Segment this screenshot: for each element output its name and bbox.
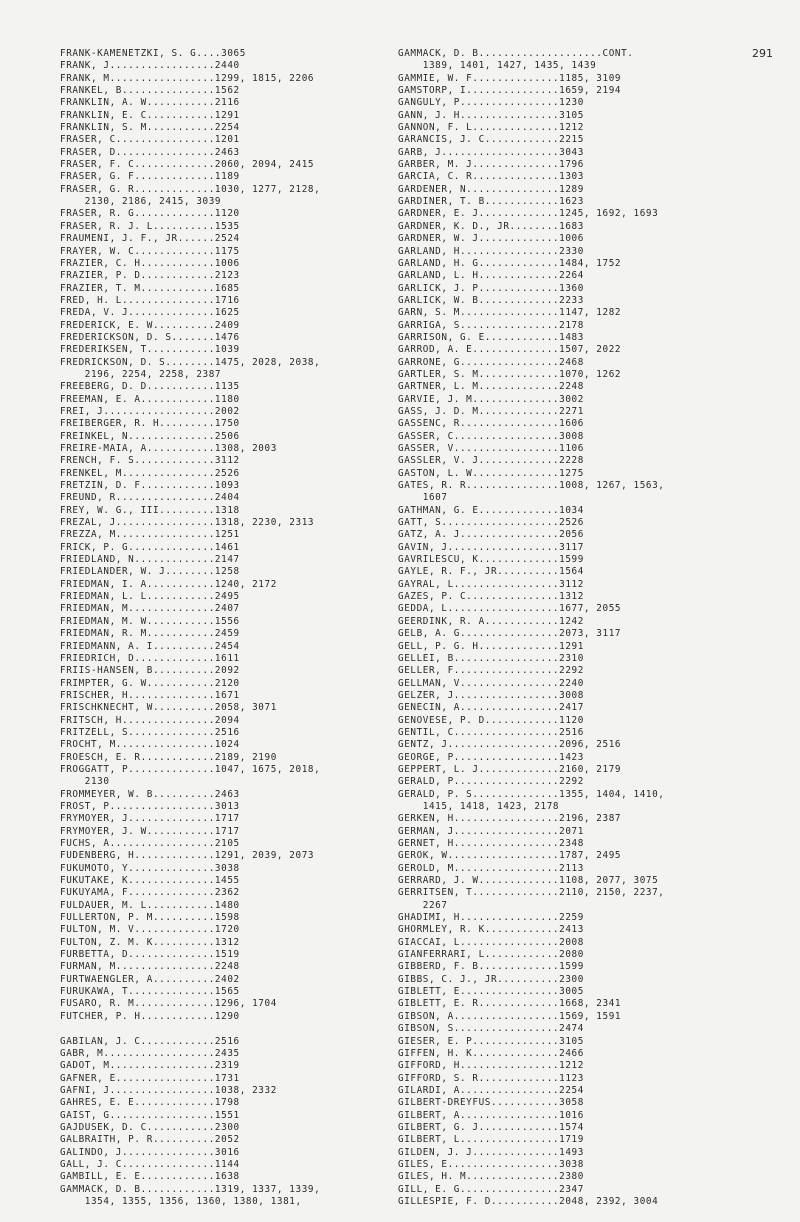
index-entry: GAVIN, J..................3117 bbox=[398, 541, 584, 553]
index-entry: GILES, H. M...............2380 bbox=[398, 1171, 584, 1183]
index-entry: GARBER, M. J..............1796 bbox=[398, 159, 584, 171]
index-entry: GANGULY, P................1230 bbox=[398, 97, 584, 109]
index-entry: GILLESPIE, F. D...........2048, 2392, 3004 bbox=[398, 1195, 659, 1207]
index-entry: GIBBERD, F. B.............1599 bbox=[398, 961, 584, 973]
index-entry: GERNET, H.................2348 bbox=[398, 838, 584, 849]
index-entry: FRASER, G. F.............1189 bbox=[60, 171, 240, 183]
index-entry: FRANKEL, B...............1562 bbox=[60, 85, 240, 97]
index-entry: FROCHT, M................1024 bbox=[60, 739, 240, 751]
index-entry: FRED, H. L...............1716 bbox=[60, 294, 240, 306]
index-entry: GARLAND, L. H.............2264 bbox=[398, 270, 584, 282]
index-entry: GENTZ, J..................2096, 2516 bbox=[398, 739, 622, 751]
index-entry: GATZ, A. J................2056 bbox=[398, 529, 584, 541]
index-entry: GATES, R. R...............1008, 1267, 1563, bbox=[398, 480, 665, 492]
index-entry: GEPPERT, L. J.............2160, 2179 bbox=[398, 763, 622, 775]
index-entry: FULLERTON, P. M..........1598 bbox=[60, 912, 240, 924]
index-entry: FRASER, F. C.............2060, 2094, 2415 bbox=[60, 159, 315, 171]
index-entry: GAZES, P. C...............1312 bbox=[398, 591, 584, 603]
index-entry: GAFNI, J.................1038, 2332 bbox=[60, 1084, 277, 1096]
index-entry: GASS, J. D. M.............2271 bbox=[398, 405, 584, 417]
index-entry: FREINKEL, N..............2506 bbox=[60, 430, 240, 442]
index-column-left bbox=[60, 48, 395, 1208]
index-entry: GIACCAI, L................2008 bbox=[398, 936, 584, 948]
index-entry: FREI, J..................2002 bbox=[60, 405, 240, 417]
index-entry: GARLICK, W. B.............2233 bbox=[398, 294, 584, 306]
index-entry: GAYLE, R. F., JR..........1564 bbox=[398, 566, 584, 578]
index-entry: GIFFORD, H................1212 bbox=[398, 1060, 584, 1072]
index-entry: FRIEDRICH, D.............1611 bbox=[60, 652, 240, 664]
index-entry: FUKUYAMA, F..............2362 bbox=[60, 887, 240, 899]
index-entry: 2196, 2254, 2258, 2387 bbox=[60, 368, 222, 380]
index-entry: FRENKEL, M...............2526 bbox=[60, 467, 240, 479]
index-entry: 2130 bbox=[60, 776, 110, 788]
index-entry: GALBRAITH, P. R..........2052 bbox=[60, 1134, 240, 1146]
index-entry: GARRISON, G. E............1483 bbox=[398, 331, 584, 343]
index-entry: GASSLER, V. J.............2228 bbox=[398, 455, 584, 467]
index-entry: GERRARD, J. W.............1108, 2077, 3075 bbox=[398, 875, 659, 887]
index-entry: GAMBILL, E. E............1638 bbox=[60, 1171, 240, 1183]
index-entry: FRANKLIN, E. C...........1291 bbox=[60, 109, 240, 121]
index-entry: FREDERIKSEN, T...........1039 bbox=[60, 344, 240, 356]
index-entry: FRASER, C................1201 bbox=[60, 134, 240, 146]
index-entry: GARCIA, C. R..............1303 bbox=[398, 171, 584, 183]
index-entry: GELLMAN, V................2240 bbox=[398, 677, 584, 689]
index-entry: FRAZIER, T. M............1685 bbox=[60, 282, 240, 294]
index-entry: FREUND, R................2404 bbox=[60, 492, 240, 504]
index-entry: FREIRE-MAIA, A...........1308, 2003 bbox=[60, 443, 277, 454]
index-entry: FROESCH, E. R............2189, 2190 bbox=[60, 751, 277, 763]
index-entry: FUTCHER, P. H............1290 bbox=[60, 1010, 240, 1022]
index-entry: GABILAN, J. C............2516 bbox=[60, 1035, 240, 1047]
index-entry: GILES, E..................3038 bbox=[398, 1158, 584, 1170]
index-entry: FUCHS, A.................2105 bbox=[60, 838, 240, 849]
index-entry: GARVIE, J. M..............3002 bbox=[398, 393, 584, 405]
index-entry: FREEMAN, E. A............1180 bbox=[60, 393, 240, 405]
index-entry: GASSER, C.................3008 bbox=[398, 430, 584, 442]
index-entry: FREDERICKSON, D. S.......1476 bbox=[60, 331, 240, 343]
index-entry: FUKUMOTO, Y..............3038 bbox=[60, 862, 240, 874]
index-entry: GIBLETT, E................3005 bbox=[398, 986, 584, 998]
index-entry: GENECIN, A................2417 bbox=[398, 702, 584, 714]
index-entry: GIFFEN, H. K..............2466 bbox=[398, 1047, 584, 1059]
index-entry: GEROLD, M.................2113 bbox=[398, 862, 584, 874]
index-entry: FRASER, D................2463 bbox=[60, 146, 240, 158]
index-entry: FRITSCH, H...............2094 bbox=[60, 714, 240, 726]
index-entry: GIBSON, A.................1569, 1591 bbox=[398, 1010, 622, 1022]
index-entry: GARLICK, J. P.............1360 bbox=[398, 282, 584, 294]
index-entry: GALL, J. C...............1144 bbox=[60, 1158, 240, 1170]
index-entry: FRAZIER, P. D............2123 bbox=[60, 270, 240, 282]
index-entry: FRANKLIN, S. M...........2254 bbox=[60, 122, 240, 134]
index-entry: GARDNER, K. D., JR........1683 bbox=[398, 220, 584, 232]
index-entry: FRICK, P. G..............1461 bbox=[60, 541, 240, 553]
index-column-right bbox=[398, 48, 738, 1208]
index-entry: GAVRILESCU, K.............1599 bbox=[398, 554, 584, 566]
index-entry: FURMAN, M................2248 bbox=[60, 961, 240, 973]
index-entry: GHORMLEY, R. K............2413 bbox=[398, 924, 584, 936]
index-entry: GERKEN, H.................2196, 2387 bbox=[398, 813, 622, 825]
index-entry: FUSARO, R. M.............1296, 1704 bbox=[60, 998, 277, 1010]
index-entry: FRIEDMAN, L. L...........2495 bbox=[60, 591, 240, 603]
index-entry: FREDERICK, E. W..........2409 bbox=[60, 319, 240, 331]
index-entry: FROMMEYER, W. B..........2463 bbox=[60, 788, 240, 800]
index-entry: FREDRICKSON, D. S........1475, 2028, 2038, bbox=[60, 356, 321, 368]
index-entry: GEROK, W..................1787, 2495 bbox=[398, 850, 622, 862]
index-entry: GILDEN, J. J..............1493 bbox=[398, 1146, 584, 1158]
index-entry: GASTON, L. W..............1275 bbox=[398, 467, 584, 479]
index-entry: FUKUTAKE, K..............1455 bbox=[60, 875, 240, 887]
index-entry: FRANK, J.................2440 bbox=[60, 60, 240, 72]
index-entry: GARROD, A. E..............1507, 2022 bbox=[398, 344, 622, 356]
index-entry: FRAUMENI, J. F., JR......2524 bbox=[60, 233, 240, 245]
index-entry: GABR, M..................2435 bbox=[60, 1047, 240, 1059]
index-entry: FRIEDMAN, R. M...........2459 bbox=[60, 628, 240, 640]
index-entry: GADOT, M.................2319 bbox=[60, 1060, 240, 1072]
index-entry: GELL, P. G. H.............1291 bbox=[398, 640, 584, 652]
index-entry: GILARDI, A................2254 bbox=[398, 1084, 584, 1096]
index-entry: FREDA, V. J..............1625 bbox=[60, 307, 240, 319]
index-entry: GAIST, G.................1551 bbox=[60, 1109, 240, 1121]
index-entry: FULTON, M. V.............1720 bbox=[60, 924, 240, 936]
index-entry: GARDNER, W. J.............1006 bbox=[398, 233, 584, 245]
index-entry: GAMSTORP, I...............1659, 2194 bbox=[398, 85, 622, 97]
index-entry: FRIIS-HANSEN, B..........2092 bbox=[60, 665, 240, 677]
index-entry: GILBERT-DREYFUS...........3058 bbox=[398, 1097, 584, 1109]
index-entry: GHADIMI, H................2259 bbox=[398, 912, 584, 924]
index-entry: GENOVESE, P. D............1120 bbox=[398, 714, 584, 726]
index-entry: GANNON, F. L..............1212 bbox=[398, 122, 584, 134]
index-entry: GANN, J. H................3105 bbox=[398, 109, 584, 121]
index-entry: GATHMAN, G. E.............1034 bbox=[398, 504, 584, 516]
index-entry: FURUKAWA, T..............1565 bbox=[60, 986, 240, 998]
index-entry: GIBLETT, E. R.............1668, 2341 bbox=[398, 998, 622, 1010]
index-entry: GAFNER, E................1731 bbox=[60, 1072, 240, 1084]
index-entry: GELB, A. G................2073, 3117 bbox=[398, 628, 622, 640]
index-entry: GARLAND, H. G.............1484, 1752 bbox=[398, 257, 622, 269]
index-entry: FRIEDMANN, A. I..........2454 bbox=[60, 640, 240, 652]
index-entry: FRETZIN, D. F............1093 bbox=[60, 480, 240, 492]
index-entry: FUDENBERG, H.............1291, 2039, 2073 bbox=[60, 850, 315, 862]
index-entry: GERRITSEN, T..............2110, 2150, 2237, bbox=[398, 887, 665, 899]
index-entry: FRIEDLANDER, W. J........1258 bbox=[60, 566, 240, 578]
index-entry: GAHRES, E. E.............1798 bbox=[60, 1097, 240, 1109]
index-entry: GAMMIE, W. F..............1185, 3109 bbox=[398, 72, 622, 84]
index-entry: GATT, S...................2526 bbox=[398, 517, 584, 529]
index-entry: GIFFORD, S. R.............1123 bbox=[398, 1072, 584, 1084]
section-gap bbox=[60, 1023, 395, 1035]
index-entry: GARRIGA, S................2178 bbox=[398, 319, 584, 331]
index-entry: GIANFERRARI, L............2080 bbox=[398, 949, 584, 961]
index-entry: GARTNER, L. M.............2248 bbox=[398, 381, 584, 393]
index-entry: GELLEI, B.................2310 bbox=[398, 652, 584, 664]
index-entry: FREZAL, J................1318, 2230, 2313 bbox=[60, 517, 315, 529]
index-entry: GILBERT, G. J.............1574 bbox=[398, 1121, 584, 1133]
index-entry: FROGGATT, P..............1047, 1675, 2018, bbox=[60, 763, 321, 775]
index-entry: FRANK, M.................1299, 1815, 2206 bbox=[60, 72, 315, 84]
index-entry: GEERDINK, R. A............1242 bbox=[398, 615, 584, 627]
index-entry: 1389, 1401, 1427, 1435, 1439 bbox=[398, 60, 597, 72]
index-entry: GERMAN, J.................2071 bbox=[398, 825, 584, 837]
index-entry: FRASER, R. J. L..........1535 bbox=[60, 220, 240, 232]
index-entry: FURTWAENGLER, A..........2402 bbox=[60, 973, 240, 985]
index-entry: GARDENER, N...............1289 bbox=[398, 183, 584, 195]
index-entry: FULTON, Z. M. K..........1312 bbox=[60, 936, 240, 948]
index-entry: GARN, S. M................1147, 1282 bbox=[398, 307, 622, 319]
index-entry: GAMMACK, D. B....................CONT. bbox=[398, 48, 634, 59]
index-entry: GARRONE, G................2468 bbox=[398, 356, 584, 368]
index-entry: FRIEDMAN, M. W...........1556 bbox=[60, 615, 240, 627]
index-entry: GELZER, J.................3008 bbox=[398, 689, 584, 701]
index-entry: GIBBS, C. J., JR..........2300 bbox=[398, 973, 584, 985]
index-entry: FRANK-KAMENETZKI, S. G....3065 bbox=[60, 48, 246, 59]
index-entry: GERALD, P.................2292 bbox=[398, 776, 584, 788]
index-entry: FURBETTA, D..............1519 bbox=[60, 949, 240, 961]
index-entry: GIBSON, S.................2474 bbox=[398, 1023, 584, 1035]
index-entry: GELLER, F.................2292 bbox=[398, 665, 584, 677]
index-entry: GIESER, E. P..............3105 bbox=[398, 1035, 584, 1047]
index-entry: GARDNER, E. J.............1245, 1692, 1693 bbox=[398, 208, 659, 220]
index-entry: 2130, 2186, 2415, 3039 bbox=[60, 196, 222, 208]
index-entry: FREY, W. G., III.........1318 bbox=[60, 504, 240, 516]
page-number: 291 bbox=[752, 47, 773, 60]
index-entry: GENTIL, C.................2516 bbox=[398, 726, 584, 738]
index-entry: 1415, 1418, 1423, 2178 bbox=[398, 800, 560, 812]
index-entry: FRANKLIN, A. W...........2116 bbox=[60, 97, 240, 109]
index-entry: FRITZELL, S..............2516 bbox=[60, 726, 240, 738]
index-entry: GARB, J...................3043 bbox=[398, 146, 584, 158]
index-entry: FRENCH, F. S.............3112 bbox=[60, 455, 240, 467]
index-entry: GARDINER, T. B............1623 bbox=[398, 196, 584, 208]
index-entry: FRISCHER, H..............1671 bbox=[60, 689, 240, 701]
index-entry: GILL, E. G................2347 bbox=[398, 1183, 584, 1195]
index-entry: FRIMPTER, G. W...........2120 bbox=[60, 677, 240, 689]
index-entry: GARLAND, H................2330 bbox=[398, 245, 584, 257]
index-entry: FRIEDMAN, M..............2407 bbox=[60, 603, 240, 615]
index-entry: FROST, P.................3013 bbox=[60, 800, 240, 812]
index-entry: GILBERT, A................1016 bbox=[398, 1109, 584, 1121]
index-entry: FRIEDMAN, I. A...........1240, 2172 bbox=[60, 578, 277, 590]
index-entry: FRASER, R. G.............1120 bbox=[60, 208, 240, 220]
index-entry: GASSENC, R................1606 bbox=[398, 418, 584, 430]
index-entry: FREZZA, M................1251 bbox=[60, 529, 240, 541]
index-entry: GAJDUSEK, D. C...........2300 bbox=[60, 1121, 240, 1133]
index-entry: GEDDA, L..................1677, 2055 bbox=[398, 603, 622, 615]
index-entry: 2267 bbox=[398, 899, 448, 911]
index-entry: FRAYER, W. C.............1175 bbox=[60, 245, 240, 257]
index-entry: GILBERT, L................1719 bbox=[398, 1134, 584, 1146]
index-entry: FREIBERGER, R. H.........1750 bbox=[60, 418, 240, 430]
index-entry: FULDAUER, M. L...........1480 bbox=[60, 899, 240, 911]
index-entry: GAMMACK, D. B............1319, 1337, 1339, bbox=[60, 1183, 321, 1195]
index-entry: GASSER, V.................1106 bbox=[398, 443, 584, 454]
index-entry: FRISCHKNECHT, W..........2058, 3071 bbox=[60, 702, 277, 714]
index-entry: 1354, 1355, 1356, 1360, 1380, 1381, bbox=[60, 1195, 302, 1207]
index-entry: GALINDO, J...............3016 bbox=[60, 1146, 240, 1158]
index-entry: FRIEDLAND, N.............2147 bbox=[60, 554, 240, 566]
index-entry: FRYMOYER, J. W...........1717 bbox=[60, 825, 240, 837]
index-entry: FRAZIER, C. H............1006 bbox=[60, 257, 240, 269]
index-entry: GERALD, P. S..............1355, 1404, 1410, bbox=[398, 788, 665, 800]
index-entry: FREEBERG, D. D...........1135 bbox=[60, 381, 240, 393]
index-entry: FRYMOYER, J..............1717 bbox=[60, 813, 240, 825]
index-entry: GAYRAL, L.................3112 bbox=[398, 578, 584, 590]
index-entry: GARANCIS, J. C............2215 bbox=[398, 134, 584, 146]
index-entry: FRASER, G. R.............1030, 1277, 2128, bbox=[60, 183, 321, 195]
index-entry: GARTLER, S. M.............1070, 1262 bbox=[398, 368, 622, 380]
index-entry: 1607 bbox=[398, 492, 448, 504]
index-entry: GEORGE, P.................1423 bbox=[398, 751, 584, 763]
